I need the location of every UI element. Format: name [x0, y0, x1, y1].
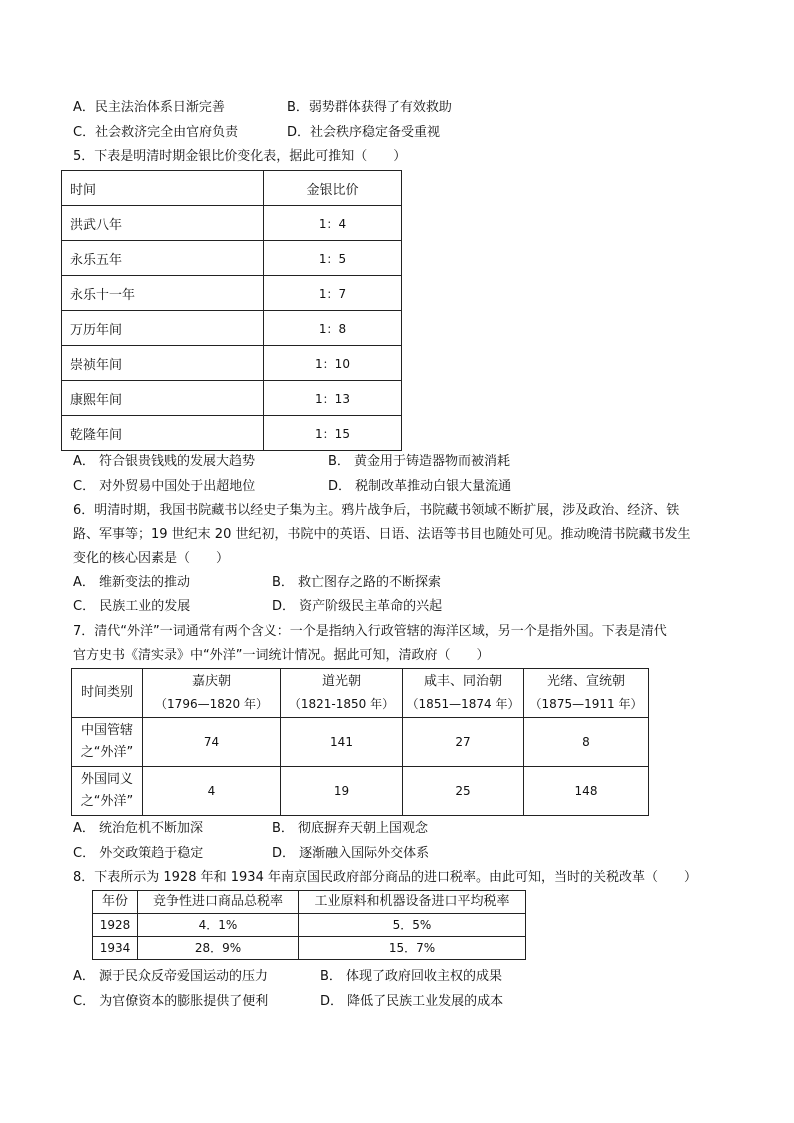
table-row — [62, 311, 402, 346]
q5-stem: 5．下表是明清时期金银比价变化表，据此可推知（ ） — [73, 149, 407, 164]
q4-option-b: B．弱势群体获得了有效救助 — [287, 100, 452, 115]
table-row — [62, 276, 402, 311]
table-cell: 康熙年间 — [62, 381, 264, 416]
table-cell: 万历年间 — [62, 311, 264, 346]
q6-stem-line-2: 路、军事等；19 世纪末 20 世纪初，书院中的英语、日语、法语等书目也随处可见。推动晚清书院藏书发生 — [73, 527, 691, 542]
q6-option-b: B． 救亡图存之路的不断探索 — [272, 575, 442, 590]
column-range: （1796—1820 年） — [155, 697, 268, 711]
q6-stem-line-1: 6．明清时期，我国书院藏书以经史子集为主。鸦片战争后，书院藏书领域不断扩展，涉及政治、经济、铁 — [73, 503, 680, 518]
row-label-line: 外国同义 — [80, 772, 133, 787]
gold-silver-ratio-table — [61, 170, 402, 451]
table-row — [62, 206, 402, 241]
q5-option-a: A． 符合银贵钱贱的发展大趋势 — [73, 454, 256, 469]
table-header-cell — [403, 669, 524, 718]
table-row — [62, 241, 402, 276]
table-cell: 19 — [281, 767, 403, 816]
q7-option-a: A． 统治危机不断加深 — [73, 821, 204, 836]
q8-option-a: A． 源于民众反帝爱国运动的压力 — [73, 969, 269, 984]
table-cell: 永乐十一年 — [62, 276, 264, 311]
table-cell: 乾隆年间 — [62, 416, 264, 451]
q6-stem-line-3: 变化的核心因素是（ ） — [73, 551, 230, 566]
table-cell: 1934 — [93, 937, 138, 960]
q7-option-b: B． 彻底摒弃天朝上国观念 — [272, 821, 429, 836]
column-name: 道光朝 — [321, 674, 361, 689]
table-header-cell: 竞争性进口商品总税率 — [138, 891, 299, 914]
row-label-line: 之“外洋” — [80, 794, 134, 809]
table-row — [93, 937, 526, 960]
table-cell: 1：5 — [264, 241, 402, 276]
table-cell: 1：10 — [264, 346, 402, 381]
table-row — [93, 914, 526, 937]
q4-option-d: D．社会秩序稳定备受重视 — [287, 125, 441, 140]
row-label-line: 中国管辖 — [80, 723, 133, 738]
table-cell: 1：15 — [264, 416, 402, 451]
table-cell: 4．1% — [138, 914, 299, 937]
table-header-row — [93, 891, 526, 914]
q8-option-b: B． 体现了政府回收主权的成果 — [320, 969, 503, 984]
column-name: 嘉庆朝 — [191, 674, 231, 689]
table-header-cell — [143, 669, 281, 718]
table-cell: 1：7 — [264, 276, 402, 311]
table-cell: 4 — [143, 767, 281, 816]
table-row — [72, 718, 649, 767]
q6-option-a: A． 维新变法的推动 — [73, 575, 191, 590]
table-row — [62, 381, 402, 416]
q7-option-d: D． 逐渐融入国际外交体系 — [272, 846, 430, 861]
row-label — [72, 718, 143, 767]
table-header-cell: 时间 — [62, 171, 264, 206]
q8-stem: 8．下表所示为 1928 年和 1934 年南京国民政府部分商品的进口税率。由此可知，当时的关税改革（ ） — [73, 870, 697, 885]
table-header-row — [72, 669, 649, 718]
waiyang-stats-table — [71, 668, 649, 816]
import-tariff-table — [92, 890, 526, 960]
column-name: 光绪、宣统朝 — [546, 674, 625, 689]
table-header-cell — [281, 669, 403, 718]
q4-option-c: C．社会救济完全由官府负责 — [73, 125, 239, 140]
q6-option-d: D． 资产阶级民主革命的兴起 — [272, 599, 443, 614]
q7-option-c: C． 外交政策趋于稳定 — [73, 846, 204, 861]
table-cell: 28．9% — [138, 937, 299, 960]
table-cell: 25 — [403, 767, 524, 816]
table-row — [72, 767, 649, 816]
table-cell: 永乐五年 — [62, 241, 264, 276]
table-cell: 1：4 — [264, 206, 402, 241]
table-cell: 141 — [281, 718, 403, 767]
column-range: （1875—1911 年） — [529, 697, 643, 711]
table-row — [62, 416, 402, 451]
table-cell: 1：13 — [264, 381, 402, 416]
table-cell: 1：8 — [264, 311, 402, 346]
column-range: （1851—1874 年） — [406, 697, 520, 711]
table-row — [62, 346, 402, 381]
table-cell: 27 — [403, 718, 524, 767]
q5-option-b: B． 黄金用于铸造器物而被消耗 — [328, 454, 511, 469]
table-cell: 5．5% — [299, 914, 526, 937]
table-header-cell: 年份 — [93, 891, 138, 914]
q7-stem-line-2: 官方史书《清实录》中“外洋”一词统计情况。据此可知，清政府（ ） — [73, 648, 490, 663]
table-cell: 洪武八年 — [62, 206, 264, 241]
table-header-cell: 工业原料和机器设备进口平均税率 — [299, 891, 526, 914]
q4-option-a: A．民主法治体系日渐完善 — [73, 100, 225, 115]
table-cell: 1928 — [93, 914, 138, 937]
column-name: 咸丰、同治朝 — [423, 674, 502, 689]
table-header-cell: 金银比价 — [264, 171, 402, 206]
q5-option-d: D． 税制改革推动白银大量流通 — [328, 479, 512, 494]
column-range: （1821-1850 年） — [288, 697, 395, 711]
table-header-cell — [524, 669, 649, 718]
q5-option-c: C． 对外贸易中国处于出超地位 — [73, 479, 256, 494]
row-label — [72, 767, 143, 816]
table-cell: 15．7% — [299, 937, 526, 960]
q6-option-c: C． 民族工业的发展 — [73, 599, 191, 614]
q7-stem-line-1: 7．清代“外洋”一词通常有两个含义：一个是指纳入行政管辖的海洋区域，另一个是指外国。下表是清代 — [73, 624, 667, 639]
table-cell: 148 — [524, 767, 649, 816]
q8-option-d: D． 降低了民族工业发展的成本 — [320, 994, 504, 1009]
row-label-line: 之“外洋” — [80, 745, 134, 760]
table-cell: 崇祯年间 — [62, 346, 264, 381]
table-cell: 74 — [143, 718, 281, 767]
table-corner-cell: 时间类别 — [72, 669, 143, 718]
q8-option-c: C． 为官僚资本的膨胀提供了便利 — [73, 994, 269, 1009]
table-cell: 8 — [524, 718, 649, 767]
table-header-row — [62, 171, 402, 206]
